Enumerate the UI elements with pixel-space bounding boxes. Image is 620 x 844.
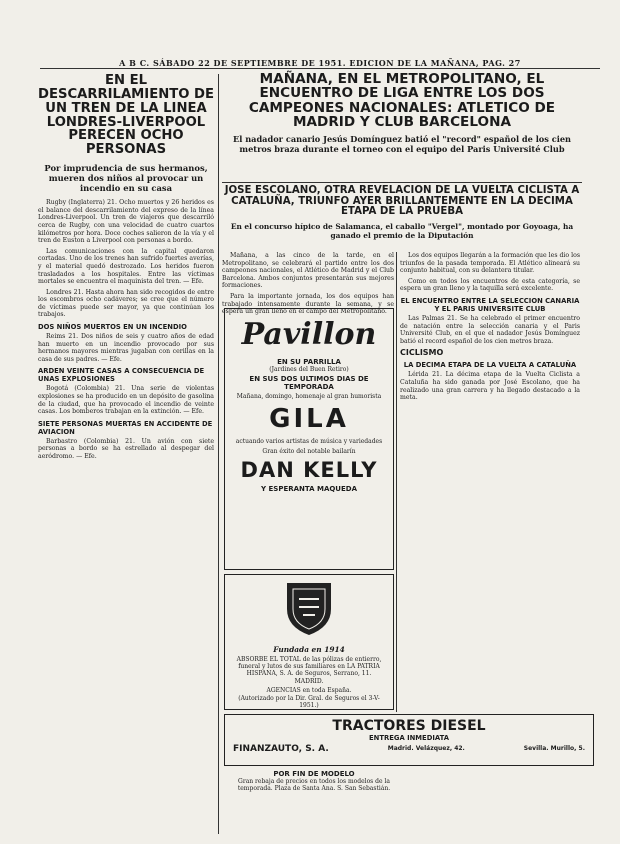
- main-deck: El nadador canario Jesús Domínguez batió el "record" español de los cien metros braza durante el torneo con el equipo del Paris Université Club: [233, 134, 571, 155]
- left-column: [38, 74, 214, 834]
- right-subhead: CICLISMO: [400, 348, 444, 358]
- header-rule: [40, 68, 600, 69]
- left-paragraph: Rugby (Inglaterra) 21. Ocho muertos y 26 heridos es el balance del descarrilamiento del expreso de la línea Londres-Liverpool. Un tren de viajeros que descarriló cerca de Rugby, con una velocidad de cuatro cuartos kilómetros por hora. Doce coches salieron de la vía y el tren de Euston a Liverpool con personas a bordo.: [38, 199, 214, 245]
- ad-address: Sevilla. Murillo, 5.: [523, 745, 585, 753]
- left-subhead: DOS NIÑOS MUERTOS EN UN INCENDIO: [38, 323, 187, 332]
- right-paragraph: Los dos equipos llegarán a la formación que les dio los triunfos de la pasada temporada. El Atlético alineará su conjunto habitual, con su delantera titular.: [400, 252, 580, 275]
- ad-text: Gran éxito del notable bailarín: [262, 447, 356, 455]
- column-rule: [396, 252, 397, 712]
- main-headline: MAÑANA, EN EL METROPOLITANO, EL ENCUENTRO DE LIGA ENTRE LOS DOS CAMPEONES NACIONALES: ATLETICO DE MADRID Y CLUB BARCELONA: [248, 71, 556, 130]
- second-story: [222, 186, 582, 248]
- ad-title: TRACTORES DIESEL: [332, 718, 486, 734]
- second-headline: JOSE ESCOLANO, OTRA REVELACION DE LA VUELTA CICLISTA A CATALUÑA, TRIUNFO AYER BRILLANTEMENTE EN LA DECIMA ETAPA DE LA PRUEBA: [224, 185, 580, 218]
- ad-text: AGENCIAS en toda España.: [266, 686, 352, 694]
- right-paragraph: Lérida 21. La décima etapa de la Vuelta Ciclista a Cataluña ha sido ganada por José Escolano, que ha realizado una gran carrera y ha llegado destacado a la meta.: [400, 371, 580, 402]
- left-paragraph: Reims 21. Dos niños de seis y cuatro años de edad han muerto en un incendio provocado por sus hermanos mayores mientras jugaban con cerillas en la casa de sus padres. — Efe.: [38, 333, 214, 363]
- ad-text: Y ESPERANTA MAQUEDA: [260, 484, 358, 493]
- ad-text: ABSORBE EL TOTAL de las pólizas de entierro, funeral y lutos de sus familiares en LA PATRIA HISPANA, S. A. de Seguros, Serrano, 11. MADRID.: [236, 656, 382, 685]
- left-subhead: SIETE PERSONAS MUERTAS EN ACCIDENTE DE AVIACION: [38, 419, 213, 436]
- ad-title: POR FIN DE MODELO: [273, 770, 355, 778]
- right-subhead: EL ENCUENTRO ENTRE LA SELECCION CANARIA Y EL PARIS UNIVERSITE CLUB: [400, 296, 580, 313]
- ad-text: EN SU PARRILLA: [277, 358, 341, 366]
- seguros-ad: [224, 574, 394, 710]
- ad-address: Madrid. Velázquez, 42.: [387, 745, 465, 753]
- column-rule: [218, 74, 219, 834]
- right-column: [400, 252, 580, 832]
- left-paragraph: Londres 21. Hasta ahora han sido recogidos de entre los escombros ocho cadáveres; se cree que el número de víctimas puede ser mayor, ya que continúan los trabajos.: [38, 288, 214, 319]
- second-deck: En el concurso hípico de Salamanca, el caballo "Vergel", montado por Goyoaga, ha ganado el premio de la Diputación: [230, 222, 574, 241]
- page-header: A B C. SÁBADO 22 DE SEPTIEMBRE DE 1951. EDICION DE LA MAÑANA, PAG. 27: [119, 58, 521, 68]
- ad-text: (Autorizado por la Dir. Gral. de Seguros el 3-V-1951.): [238, 695, 380, 710]
- ad-brand-name: Pavillon: [241, 317, 377, 352]
- ad-star-name: GILA: [269, 404, 349, 435]
- ad-text: EN SUS DOS ULTIMOS DIAS DE TEMPORADA: [249, 375, 369, 392]
- left-paragraph: Las comunicaciones con la capital quedaron cortadas. Uno de los trenes han sufrido fuertes averías, y el material quedó destrozado. Los heridos fueron trasladados a los hospitales. Entre las víctimas mortales se encuentra el maquinista del tren. — Efe.: [38, 247, 214, 286]
- section-rule: [222, 182, 582, 183]
- middle-paragraph: Para la importante jornada, los dos equipos han trabajado intensamente durante la semana, y se espera un gran lleno en el campo del Metropolitano.: [222, 292, 394, 316]
- left-paragraph: Bogotá (Colombia) 21. Una serie de violentas explosiones se ha producido en un depósito de gasolina de la ciudad, que ha provocado el incendio de veinte casas. Los bomberos trabajan en la extinción. — Efe.: [38, 385, 214, 416]
- left-paragraph: Barbastro (Colombia) 21. Un avión con siete personas a bordo se ha estrellado al despegar del aeródromo. — Efe.: [38, 437, 214, 460]
- right-paragraph: Como en todos los encuentros de esta categoría, se espera un gran lleno y la taquilla será excelente.: [400, 277, 580, 293]
- ad-text: (Jardines del Buen Retiro): [269, 366, 349, 373]
- ad-text: ENTREGA INMEDIATA: [369, 734, 449, 742]
- main-story: [222, 72, 582, 182]
- right-subhead: LA DECIMA ETAPA DE LA VUELTA A CATALUÑA: [403, 361, 577, 370]
- ad-text: Mañana, domingo, homenaje al gran humorista: [236, 393, 382, 401]
- middle-column: [222, 252, 394, 316]
- bottom-ad: [224, 770, 404, 820]
- shield-logo-icon: [283, 579, 335, 637]
- middle-paragraph: Mañana, a las cinco de la tarde, en el Metropolitano, se celebrará el partido entre los dos campeones nacionales, el Atlético de Madrid y el Club Barcelona. Ambos conjuntos presentarán sus mejores formaciones.: [222, 252, 394, 290]
- left-headline: EN EL DESCARRILAMIENTO DE UN TREN DE LA LINEA LONDRES-LIVERPOOL PERECEN OCHO PERSONAS: [38, 73, 214, 158]
- ad-text: actuando varios artistas de música y variedades: [235, 438, 383, 446]
- left-subhead: ARDEN VEINTE CASAS A CONSECUENCIA DE UNAS EXPLOSIONES: [38, 367, 205, 384]
- ad-text: Gran rebaja de precios en todos los modelos de la temporada. Plaza de Santa Ana. S. San Sebastián.: [237, 778, 391, 793]
- left-deck: Por imprudencia de sus hermanos, mueren dos niños al provocar un incendio en su casa: [44, 163, 208, 194]
- ad-founded: Fundada en 1914: [273, 645, 345, 654]
- ad-star-name: DAN KELLY: [240, 457, 378, 482]
- right-paragraph: Las Palmas 21. Se ha celebrado el primer encuentro de natación entre la selección canaria y el Paris Université Club, en el que el nadador Jesús Domínguez batió el record español de los cien metros braza.: [400, 314, 580, 345]
- pavillon-ad: [224, 308, 394, 570]
- ad-brand: FINANZAUTO, S. A.: [233, 744, 329, 754]
